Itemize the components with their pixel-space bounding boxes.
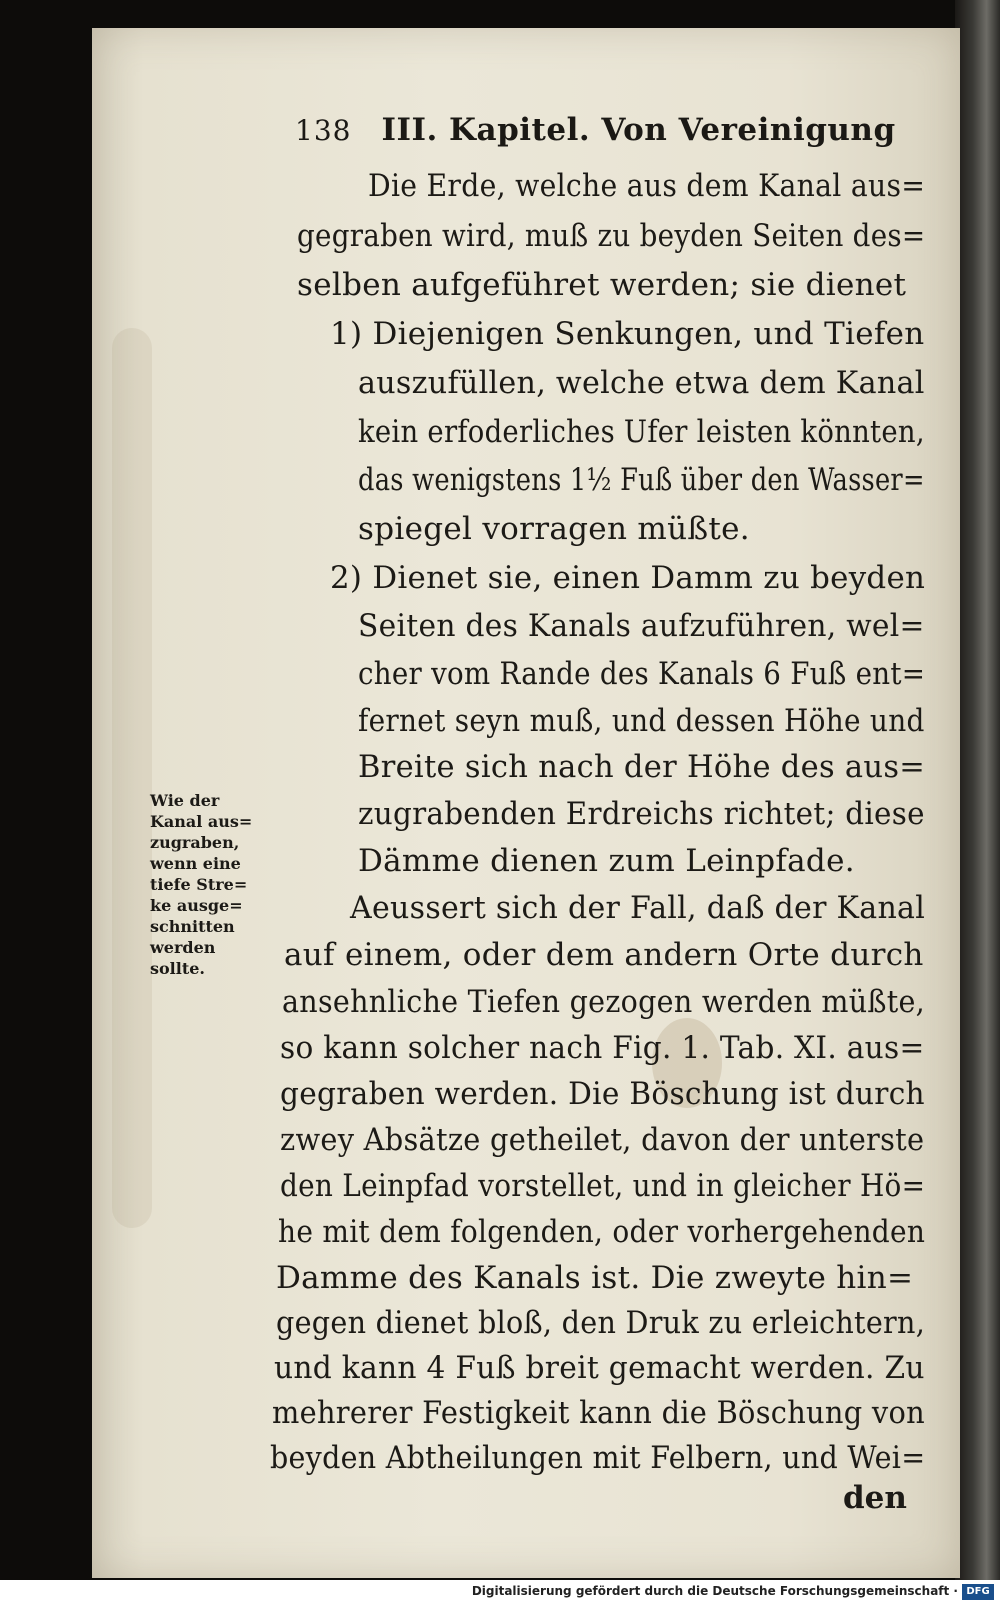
body-line: 1) Diejenigen Senkungen, und Tiefen — [330, 316, 925, 352]
body-line: auszufüllen, welche etwa dem Kanal — [358, 365, 925, 401]
body-line: Dämme dienen zum Leinpfade. — [358, 843, 855, 879]
body-line: Breite sich nach der Höhe des aus= — [358, 749, 926, 785]
body-line: spiegel vorragen müßte. — [358, 511, 750, 547]
margin-note-line: sollte. — [150, 959, 205, 978]
body-line: zwey Absätze getheilet, davon der unterste — [280, 1122, 925, 1158]
body-line: Damme des Kanals ist. Die zweyte hin= — [276, 1260, 914, 1296]
body-line: beyden Abtheilungen mit Felbern, und Wei= — [270, 1440, 926, 1476]
dfg-logo: DFG — [962, 1584, 994, 1600]
body-line: Seiten des Kanals aufzuführen, wel= — [358, 608, 925, 644]
margin-note-line: Kanal aus= — [150, 812, 253, 831]
body-line: gegraben wird, muß zu beyden Seiten des= — [297, 218, 926, 254]
paper-shadow — [112, 328, 152, 1228]
body-line: zugrabenden Erdreichs richtet; diese — [358, 796, 925, 832]
book-spine — [955, 0, 1000, 1580]
body-line: und kann 4 Fuß breit gemacht werden. Zu — [274, 1350, 925, 1386]
page-number: 138 — [295, 114, 352, 147]
body-line: so kann solcher nach Fig. 1. Tab. XI. aus= — [280, 1030, 925, 1066]
body-line: den Leinpfad vorstellet, und in gleicher Hö= — [280, 1168, 926, 1204]
body-line: das wenigstens 1½ Fuß über den Wasser= — [358, 462, 925, 498]
running-title: III. Kapitel. Von Vereinigung — [381, 112, 896, 148]
body-line: he mit dem folgenden, oder vorhergehenden — [278, 1214, 926, 1250]
margin-note-line: tiefe Stre= — [150, 875, 248, 894]
margin-note-line: werden — [150, 938, 216, 957]
margin-note-line: schnitten — [150, 917, 235, 936]
body-line: selben aufgeführet werden; sie dienet — [297, 267, 907, 303]
margin-note-line: zugraben, — [150, 833, 240, 852]
margin-note-line: wenn eine — [150, 854, 241, 873]
body-line: gegraben werden. Die Böschung ist durch — [280, 1076, 925, 1112]
running-header — [295, 112, 896, 158]
body-line: fernet seyn muß, und dessen Höhe und — [358, 703, 925, 739]
body-line: auf einem, oder dem andern Orte durch — [284, 937, 924, 973]
margin-note — [150, 790, 280, 979]
margin-note-line: Wie der — [150, 791, 220, 810]
body-line: Aeussert sich der Fall, daß der Kanal — [350, 890, 926, 926]
body-line: mehrerer Festigkeit kann die Böschung von — [272, 1395, 925, 1431]
body-line: 2) Dienet sie, einen Damm zu beyden — [330, 560, 926, 596]
body-line: Die Erde, welche aus dem Kanal aus= — [368, 168, 926, 204]
body-line: ansehnliche Tiefen gezogen werden müßte, — [282, 984, 926, 1020]
catchword: den — [843, 1480, 907, 1516]
digitization-footer — [0, 1580, 1000, 1605]
footer-credit: Digitalisierung gefördert durch die Deutsche Forschungsgemeinschaft · — [471, 1584, 958, 1598]
body-line: gegen dienet bloß, den Druk zu erleichtern, — [276, 1305, 926, 1341]
margin-note-line: ke ausge= — [150, 896, 243, 915]
body-line: kein erfoderliches Ufer leisten könnten, — [358, 414, 925, 450]
body-line: cher vom Rande des Kanals 6 Fuß ent= — [358, 656, 926, 692]
